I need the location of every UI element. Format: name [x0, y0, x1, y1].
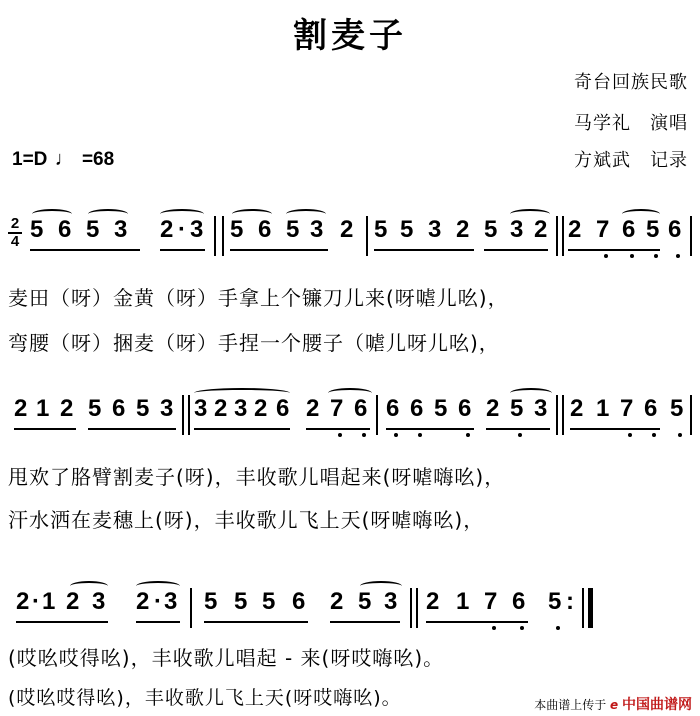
- beam-underline: [160, 249, 205, 251]
- beam-underline: [570, 428, 660, 430]
- note-digit: 1: [42, 588, 56, 615]
- note-digit: 3: [190, 216, 204, 243]
- note-digit: 2: [66, 588, 80, 615]
- note-digit: 2: [340, 216, 354, 243]
- note-digit: 3: [92, 588, 106, 615]
- octave-dot: [520, 626, 524, 630]
- note-digit: 6: [644, 395, 658, 422]
- note-digit: 2: [570, 395, 584, 422]
- octave-dot: [338, 433, 342, 437]
- bar-line: [556, 395, 558, 435]
- note-digit: 5: [204, 588, 218, 615]
- note-digit: 2: [486, 395, 500, 422]
- note-digit: 5: [434, 395, 448, 422]
- time-signature-top: 2: [10, 215, 20, 232]
- site-brand: 中国曲谱网: [622, 697, 692, 713]
- note-digit: 2: [136, 588, 150, 615]
- note-digit: 5: [374, 216, 388, 243]
- beam-underline: [194, 428, 290, 430]
- note-digit: 1: [596, 395, 610, 422]
- octave-dot: [654, 254, 658, 258]
- slur-mark: [510, 388, 552, 398]
- note-digit: 6: [58, 216, 72, 243]
- slur-mark: [328, 388, 372, 398]
- note-digit: 6: [354, 395, 368, 422]
- beam-underline: [88, 428, 176, 430]
- bar-line: [588, 588, 593, 628]
- octave-dot: [604, 254, 608, 258]
- lyric-line-3-verse-1: (哎吆哎得吆)，丰收歌儿唱起 - 来(呀哎嗨吆)。: [8, 646, 445, 670]
- lyric-line-3-verse-2: (哎吆哎得吆)，丰收歌儿飞上天(呀哎嗨吆)。: [8, 687, 402, 709]
- footer-watermark: [534, 694, 692, 714]
- note-digit: 5: [262, 588, 276, 615]
- bar-line: [690, 216, 692, 256]
- key-signature: 1=D: [12, 149, 48, 170]
- bar-line: [190, 588, 192, 628]
- note-digit: 6: [258, 216, 272, 243]
- bar-line: [222, 216, 224, 256]
- octave-dot: [362, 433, 366, 437]
- note-digit: 6: [458, 395, 472, 422]
- bar-line: [690, 395, 692, 435]
- slur-mark: [32, 209, 72, 219]
- slur-mark: [232, 209, 272, 219]
- note-digit: 5: [358, 588, 372, 615]
- slur-mark: [194, 388, 290, 398]
- bar-line: [562, 395, 564, 435]
- note-digit: 3: [384, 588, 398, 615]
- beam-underline: [14, 428, 76, 430]
- note-digit: 7: [596, 216, 610, 243]
- slur-mark: [622, 209, 660, 219]
- octave-dot: [556, 626, 560, 630]
- note-digit: ·: [178, 216, 186, 243]
- note-digit: 5: [510, 395, 524, 422]
- note-digit: 7: [330, 395, 344, 422]
- beam-underline: [484, 249, 548, 251]
- beam-underline: [486, 428, 550, 430]
- credit-singer: 马学礼 演唱: [574, 113, 688, 134]
- note-digit: 2: [16, 588, 30, 615]
- site-logo-icon: e: [610, 698, 619, 712]
- note-digit: 5: [646, 216, 660, 243]
- note-digit: 2: [456, 216, 470, 243]
- slur-mark: [510, 209, 550, 219]
- bar-line: [376, 395, 378, 435]
- beam-underline: [306, 428, 370, 430]
- beam-underline: [568, 249, 660, 251]
- note-digit: 3: [310, 216, 324, 243]
- note-digit: 5: [400, 216, 414, 243]
- bar-line: [366, 216, 368, 256]
- octave-dot: [630, 254, 634, 258]
- note-digit: ·: [154, 588, 162, 615]
- credit-recorder: 方斌武 记录: [574, 150, 688, 171]
- note-digit: 5: [230, 216, 244, 243]
- octave-dot: [466, 433, 470, 437]
- note-digit: 6: [292, 588, 306, 615]
- lyric-line-1-verse-2: 弯腰（呀）捆麦（呀）手捏一个腰子（㖸儿呀儿吆)，: [8, 331, 500, 355]
- lyric-line-2-verse-2: 汗水洒在麦穗上(呀)，丰收歌儿飞上天(呀㖸嗨吆)，: [8, 508, 485, 532]
- note-digit: 2: [60, 395, 74, 422]
- slur-mark: [160, 209, 204, 219]
- beam-underline: [204, 621, 308, 623]
- note-digit: 2: [426, 588, 440, 615]
- note-digit: 5: [234, 588, 248, 615]
- note-digit: 7: [484, 588, 498, 615]
- bar-line: [416, 588, 418, 628]
- note-digit: 2: [160, 216, 174, 243]
- bar-line: [556, 216, 558, 256]
- beam-underline: [426, 621, 528, 623]
- slur-mark: [70, 581, 108, 591]
- note-digit: 6: [668, 216, 682, 243]
- slur-mark: [136, 581, 180, 591]
- slur-mark: [286, 209, 326, 219]
- bar-line: [410, 588, 412, 628]
- note-digit: 3: [428, 216, 442, 243]
- note-digit: 2: [306, 395, 320, 422]
- beam-underline: [330, 621, 400, 623]
- note-digit: 5: [30, 216, 44, 243]
- note-digit: 6: [276, 395, 290, 422]
- bar-line: [214, 216, 216, 256]
- octave-dot: [652, 433, 656, 437]
- note-digit: 3: [160, 395, 174, 422]
- time-signature-bottom: 4: [8, 232, 22, 250]
- note-digit: 5: [86, 216, 100, 243]
- beam-underline: [30, 249, 140, 251]
- note-digit: 2: [330, 588, 344, 615]
- lyric-line-1-verse-1: 麦田（呀）金黄（呀）手拿上个镰刀儿来(呀㖸儿吆)，: [8, 286, 509, 310]
- beam-underline: [386, 428, 474, 430]
- note-digit: 1: [456, 588, 470, 615]
- octave-dot: [418, 433, 422, 437]
- beam-underline: [374, 249, 474, 251]
- bar-line: [188, 395, 190, 435]
- note-digit: 2: [568, 216, 582, 243]
- note-digit: 6: [512, 588, 526, 615]
- beam-underline: [230, 249, 328, 251]
- note-digit: :: [566, 588, 574, 615]
- note-digit: 5: [88, 395, 102, 422]
- note-digit: 3: [510, 216, 524, 243]
- note-digit: 6: [386, 395, 400, 422]
- octave-dot: [628, 433, 632, 437]
- note-digit: 3: [114, 216, 128, 243]
- note-digit: 6: [112, 395, 126, 422]
- note-digit: 6: [622, 216, 636, 243]
- bar-line: [182, 395, 184, 435]
- octave-dot: [518, 433, 522, 437]
- tempo-marking: [12, 148, 114, 171]
- note-digit: 5: [136, 395, 150, 422]
- note-digit: 5: [484, 216, 498, 243]
- note-digit: 2: [14, 395, 28, 422]
- note-digit: 7: [620, 395, 634, 422]
- note-digit: 2: [254, 395, 268, 422]
- octave-dot: [678, 433, 682, 437]
- note-digit: 5: [548, 588, 562, 615]
- lyric-line-2-verse-1: 甩欢了胳臂割麦子(呀)，丰收歌儿唱起来(呀㖸嗨吆)，: [8, 465, 506, 489]
- octave-dot: [394, 433, 398, 437]
- song-title: 割麦子: [293, 16, 407, 56]
- footer-text: 本曲谱上传于: [534, 698, 607, 712]
- note-digit: 1: [36, 395, 50, 422]
- octave-dot: [676, 254, 680, 258]
- beam-underline: [16, 621, 108, 623]
- note-digit: 6: [410, 395, 424, 422]
- note-digit: ·: [32, 588, 40, 615]
- bar-line: [562, 216, 564, 256]
- slur-mark: [360, 581, 402, 591]
- quarter-note-icon: ♩: [54, 148, 75, 170]
- note-digit: 3: [234, 395, 248, 422]
- note-digit: 5: [670, 395, 684, 422]
- note-digit: 3: [534, 395, 548, 422]
- note-digit: 2: [534, 216, 548, 243]
- note-digit: 2: [214, 395, 228, 422]
- bar-line: [582, 588, 584, 628]
- note-digit: 3: [194, 395, 208, 422]
- beam-underline: [136, 621, 180, 623]
- octave-dot: [492, 626, 496, 630]
- note-digit: 5: [286, 216, 300, 243]
- credit-source: 奇台回族民歌: [574, 72, 688, 93]
- note-digit: 3: [164, 588, 178, 615]
- slur-mark: [88, 209, 128, 219]
- bpm-value: =68: [81, 149, 115, 170]
